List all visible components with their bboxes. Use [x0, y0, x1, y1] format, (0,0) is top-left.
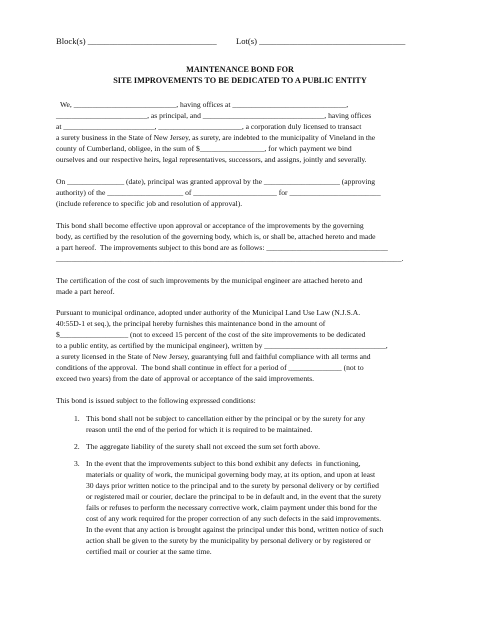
condition-line: action shall be given to the surety by the municipality by personal delivery or by registered or [86, 536, 371, 545]
condition-line: cost of any work required for the proper correction of any such defects in the said improvements. [86, 514, 382, 523]
condition-line: This bond shall not be subject to cancellation either by the principal or by the surety for any [86, 414, 365, 423]
para5-line: exceed two years) from the date of approval or acceptance of the said improvements. [56, 374, 315, 383]
para1-line: ourselves and our respective heirs, legal representatives, successors, and assigns, jointly and severally. [56, 155, 367, 164]
condition-line: materials or quality of work, the municipal governing body may, at its option, and upon at least [86, 470, 376, 479]
para3-line: ___________________________________________________________________________________________. [56, 254, 404, 263]
para4-line: The certification of the cost of such improvements by the municipal engineer are attached hereto and [56, 276, 363, 285]
para5-line: $__________________ (not to exceed 15 percent of the cost of the site improvements to be dedicated [56, 330, 366, 339]
para3-line: body, as certified by the resolution of the governing body, which is, or shall be, attached hereto and made [56, 232, 376, 241]
para1-line: a surety business in the State of New Jersey, as surety, are indebted to the municipality of Vineland in the [56, 133, 376, 142]
para1-line: at ________________________, ______________________, a corporation duly licensed to transact [56, 122, 362, 131]
condition-number: 1. [74, 414, 80, 423]
condition-line: reason until the end of the period for which it is required to be maintained. [86, 425, 313, 434]
para4-line: made a part hereof. [56, 287, 115, 296]
para2-line: On _______________ (date), principal was granted approval by the ____________________ (approving [56, 177, 376, 186]
para3-line: a part hereof. The improvements subject to this bond are as follows: ________________________________ [56, 243, 388, 252]
condition-number: 3. [74, 459, 80, 468]
condition-line: The aggregate liability of the surety shall not exceed the sum set forth above. [86, 442, 321, 451]
para2-line: (include reference to specific job and resolution of approval). [56, 199, 243, 208]
condition-line: or registered mail or courier, declare the principal to be in default and, in the event that the surety [86, 492, 382, 501]
para5-line: 40:55D-1 et seq.), the principal hereby furnishes this maintenance bond in the amount of [56, 319, 326, 328]
para1-line: We, ___________________________, having offices at ______________________________, [60, 100, 349, 109]
para1-line: ________________________, as principal, and ________________________________, having offices [56, 111, 372, 120]
condition-number: 2. [74, 442, 80, 451]
block-field: Block(s) ______________________________ [56, 36, 217, 46]
condition-line: In the event that any action is brought against the principal under this bond, written notice of such [86, 525, 384, 534]
para3-line: This bond shall become effective upon approval or acceptance of the improvements by the governing [56, 221, 364, 230]
lot-field: Lot(s) __________________________________ [236, 36, 406, 46]
condition-line: fails or refuses to perform the necessary corrective work, claim payment under this bond for the [86, 503, 377, 512]
para5-line: conditions of the approval. The bond shall continue in effect for a period of ______________ (not to [56, 363, 364, 372]
para1-line: county of Cumberland, obligee, in the sum of $_________________, for which payment we bind [56, 144, 352, 153]
para5-line: a surety licensed in the State of New Jersey, guarantying full and faithful compliance with all terms and [56, 352, 371, 361]
condition-line: In the event that the improvements subject to this bond exhibit any defects in functioning, [86, 459, 361, 468]
condition-line: certified mail or courier at the same time. [86, 547, 212, 556]
para5-line: to a public entity, as certified by the municipal engineer), written by ________________________________, [56, 341, 388, 350]
conditions-intro: This bond is issued subject to the following expressed conditions: [56, 396, 256, 405]
title-line-2: SITE IMPROVEMENTS TO BE DEDICATED TO A PUBLIC ENTITY [113, 76, 367, 85]
condition-line: 30 days prior written notice to the principal and to the surety by personal delivery or by certified [86, 481, 379, 490]
para5-line: Pursuant to municipal ordinance, adopted under authority of the Municipal Land Use Law (N.J.S.A. [56, 308, 361, 317]
title-line-1: MAINTENANCE BOND FOR [186, 65, 294, 74]
para2-line: authority) of the ____________________ of ______________________ for ________________________ [56, 188, 381, 197]
